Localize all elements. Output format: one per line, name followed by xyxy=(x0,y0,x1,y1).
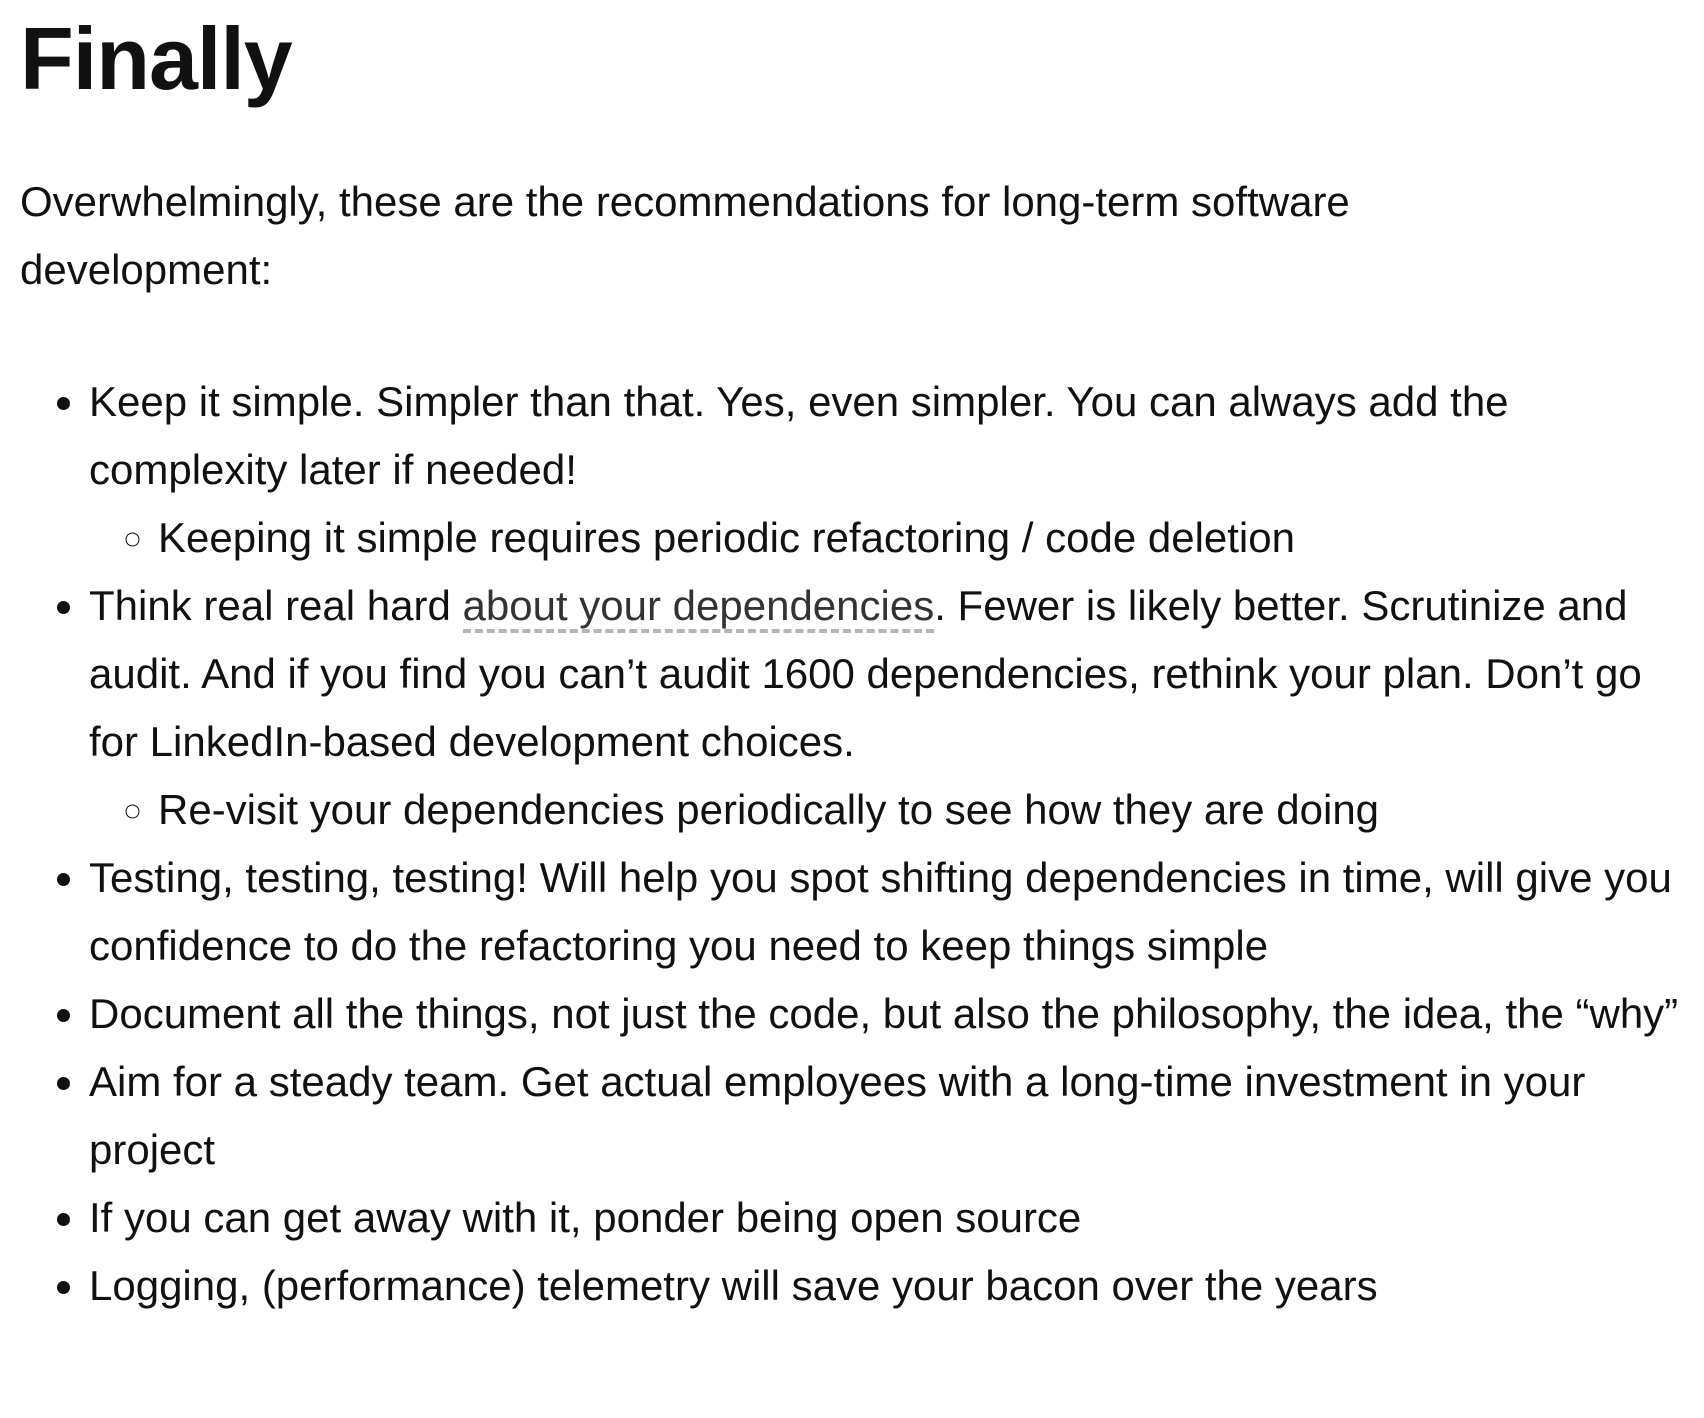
sub-list-item-revisit: ◦ Re-visit your dependencies periodically to see how they are doing xyxy=(158,776,1684,844)
sub-list xyxy=(89,776,1684,844)
list-item-open-source: • If you can get away with it, ponder being open source xyxy=(89,1184,1684,1252)
intro-paragraph: Overwhelmingly, these are the recommendations for long-term software development: xyxy=(20,178,1350,293)
recommendations-list xyxy=(20,368,1684,1320)
list-item-text-before: Think real real hard xyxy=(89,582,463,629)
list-item-document: • Document all the things, not just the code, but also the philosophy, the idea, the “why” xyxy=(89,980,1684,1048)
list-item-dependencies xyxy=(89,572,1684,844)
sub-list-item-refactoring: ◦ Keeping it simple requires periodic refactoring / code deletion xyxy=(158,504,1684,572)
list-item-testing: • Testing, testing, testing! Will help you spot shifting dependencies in time, will give you confidence to do the refactoring you need to keep things simple xyxy=(89,844,1684,980)
list-item-team: • Aim for a steady team. Get actual employees with a long-time investment in your project xyxy=(89,1048,1684,1184)
list-item-logging: • Logging, (performance) telemetry will save your bacon over the years xyxy=(89,1252,1684,1320)
list-item-keep-simple xyxy=(89,368,1684,572)
page-title: Finally xyxy=(20,9,292,108)
dependencies-link[interactable]: about your dependencies xyxy=(463,582,935,633)
article xyxy=(0,4,1704,1320)
sub-list xyxy=(89,504,1684,572)
list-item-text: Keep it simple. Simpler than that. Yes, even simpler. You can always add the complexity later if needed! xyxy=(89,378,1509,493)
list-item-text-after: . Fewer is likely better. Scrutinize and audit. And if you find you can’t audit 1600 dependencies, rethink your plan. Don’t go for LinkedIn-based development choices. xyxy=(89,582,1642,765)
